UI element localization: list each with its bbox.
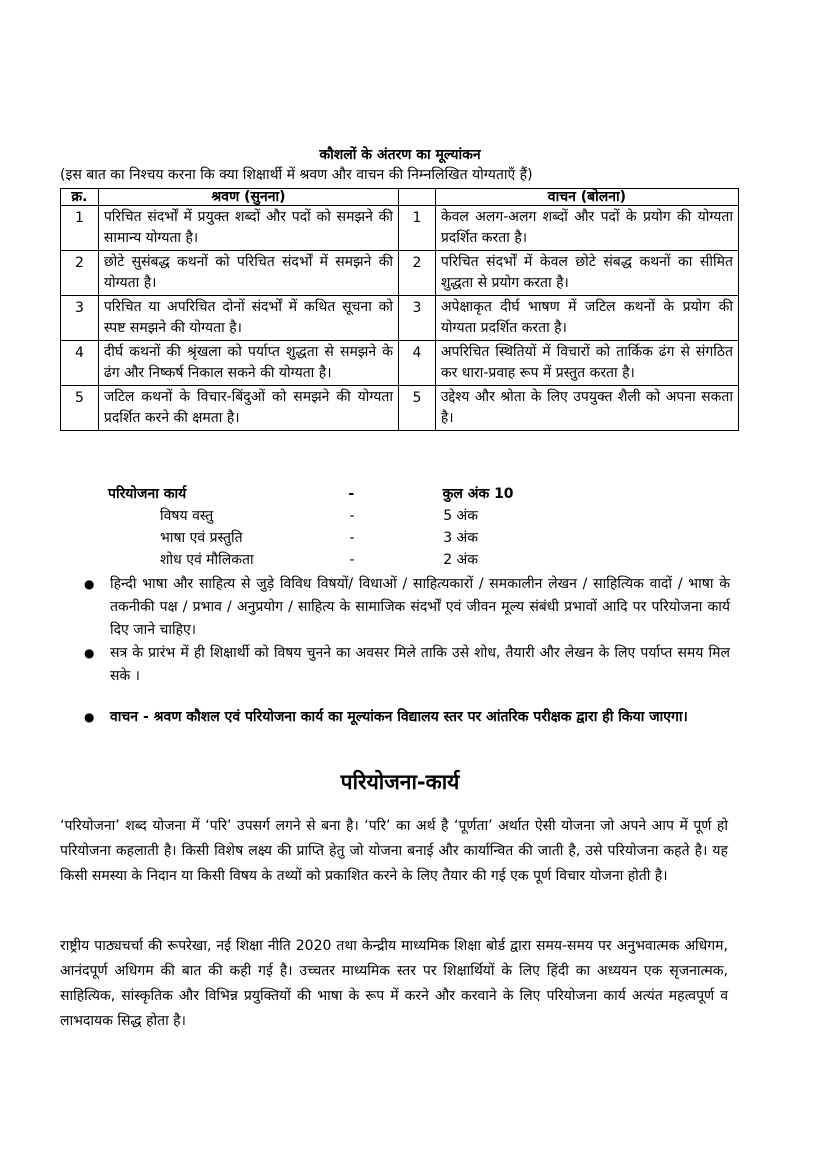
guidelines-list [60,573,730,729]
dash: - [349,530,355,546]
col-header-blank [399,189,436,206]
dash: - [349,552,355,568]
row-number: 2 [399,251,436,296]
marks-label: भाषा एवं प्रस्तुति [160,530,243,546]
table-row [61,206,739,251]
list-item-text: सत्र के प्रारंभ में ही शिक्षार्थी को विषय चुनने का अवसर मिले ताकि उसे शोध, तैयारी और लेखन के लिए पर्याप्त समय मिल सके । [110,645,730,684]
list-item [60,642,730,688]
vachan-cell: उद्देश्य और श्रोता के लिए उपयुक्त शैली को अपना सकता है। [435,386,738,431]
section-subtitle: (इस बात का निश्चय करना कि क्या शिक्षार्थी में श्रवण और वाचन की निम्नलिखित योग्यताएँ हैं) [60,167,533,183]
row-number: 3 [61,296,99,341]
table-header-row [61,189,739,206]
project-label: परियोजना कार्य [108,486,187,502]
project-marks-head [108,483,558,505]
marks-value: 3 अंक [443,530,479,546]
row-number: 3 [399,296,436,341]
marks-label: विषय वस्तु [160,508,214,524]
list-item [60,573,730,642]
shravan-cell: जटिल कथनों के विचार-बिंदुओं को समझने की योग्यता प्रदर्शित करने की क्षमता है। [98,386,398,431]
paragraph: राष्ट्रीय पाठ्यचर्चा की रूपरेखा, नई शिक्षा नीति 2020 तथा केन्द्रीय माध्यमिक शिक्षा बोर्ड द्वारा समय-समय पर अनुभवात्मक अधिगम, आनंदपूर्ण अधिगम की बात की कही गई है। उच्चतर माध्यमिक स्तर पर शिक्षार्थियों के लिए हिंदी का अध्ययन एक सृजनात्मक, साहित्यिक, सांस्कृतिक और विभिन्न प्रयुक्तियों की भाषा के रूप में करने और करवाने के लिए परियोजना कार्य अत्यंत महत्वपूर्ण व लाभदायक सिद्ध होता है। [60,938,728,1029]
total-marks: कुल अंक 10 [442,486,514,502]
col-header-vachan: वाचन (बोलना) [435,189,738,206]
skills-table [60,188,739,431]
marks-label: शोध एवं मौलिकता [160,552,254,568]
row-number: 4 [61,341,99,386]
row-number: 5 [61,386,99,431]
project-marks-row [108,527,558,549]
marks-value: 2 अंक [443,552,479,568]
paragraph: ‘परियोजना’ शब्द योजना में ‘परि’ उपसर्ग लगने से बना है। ‘परि’ का अर्थ है ‘पूर्णता’ अर्थात ऐसी योजना जो अपने आप में पूर्ण हो परियोजना कहलाती है। किसी विशेष लक्ष्य की प्राप्ति हेतु जो योजना बनाई और कार्यान्वित की जाती है, उसे परियोजना कहते है। यह किसी समस्या के निदान या किसी विषय के तथ्यों को प्रकाशित करने के लिए तैयार की गई एक पूर्ण विचार योजना होती है। [60,818,728,884]
shravan-cell: परिचित या अपरिचित दोनों संदर्भों में कथित सूचना को स्पष्ट समझने की योग्यता है। [98,296,398,341]
marks-value: 5 अंक [443,508,479,524]
project-marks [108,483,558,571]
bullet-icon: ● [84,646,95,660]
table-row [61,251,739,296]
dash: - [349,508,355,524]
list-item-text: हिन्दी भाषा और साहित्य से जुड़े विविध विषयों/ विधाओं / साहित्यकारों / समकालीन लेखन / साहित्यिक वादों / भाषा के तकनीकी पक्ष / प्रभाव / अनुप्रयोग / साहित्य के सामाजिक संदर्भों एवं जीवन मूल्य संबंधी प्रभावों आदि पर परियोजना कार्य दिए जाने चाहिए। [110,576,730,638]
col-header-serial: क्र. [61,189,99,206]
row-number: 4 [399,341,436,386]
shravan-cell: दीर्घ कथनों की श्रृंखला को पर्याप्त शुद्धता से समझने के ढंग और निष्कर्ष निकाल सकने की योग्यता है। [98,341,398,386]
table-row [61,296,739,341]
list-item-text: वाचन - श्रवण कौशल एवं परियोजना कार्य का मूल्यांकन विद्यालय स्तर पर आंतरिक परीक्षक द्वारा ही किया जाएगा। [110,709,688,725]
dash: - [348,486,355,502]
vachan-cell: अपरिचित स्थितियों में विचारों को तार्किक ढंग से संगठित कर धारा-प्रवाह रूप में प्रस्तुत करता है। [435,341,738,386]
bullet-icon: ● [84,577,95,591]
row-number: 1 [61,206,99,251]
project-marks-row [108,549,558,571]
table-row [61,341,739,386]
vachan-cell: परिचित संदर्भों में केवल छोटे संबद्ध कथनों का सीमित शुद्धता से प्रयोग करता है। [435,251,738,296]
shravan-cell: परिचित संदर्भों में प्रयुक्त शब्दों और पदों को समझने की सामान्य योग्यता है। [98,206,398,251]
list-item [60,706,730,729]
section-title: कौशलों के अंतरण का मूल्यांकन [319,147,481,163]
bullet-icon: ● [84,710,95,724]
shravan-cell: छोटे सुसंबद्ध कथनों को परिचित संदर्भों में समझने की योग्यता है। [98,251,398,296]
table-row [61,386,739,431]
row-number: 2 [61,251,99,296]
project-heading: परियोजना-कार्य [340,770,460,794]
col-header-shravan: श्रवण (सुनना) [98,189,398,206]
row-number: 5 [399,386,436,431]
vachan-cell: अपेक्षाकृत दीर्घ भाषण में जटिल कथनों के प्रयोग की योग्यता प्रदर्शित करता है। [435,296,738,341]
row-number: 1 [399,206,436,251]
project-marks-row [108,505,558,527]
vachan-cell: केवल अलग-अलग शब्दों और पदों के प्रयोग की योग्यता प्रदर्शित करता है। [435,206,738,251]
